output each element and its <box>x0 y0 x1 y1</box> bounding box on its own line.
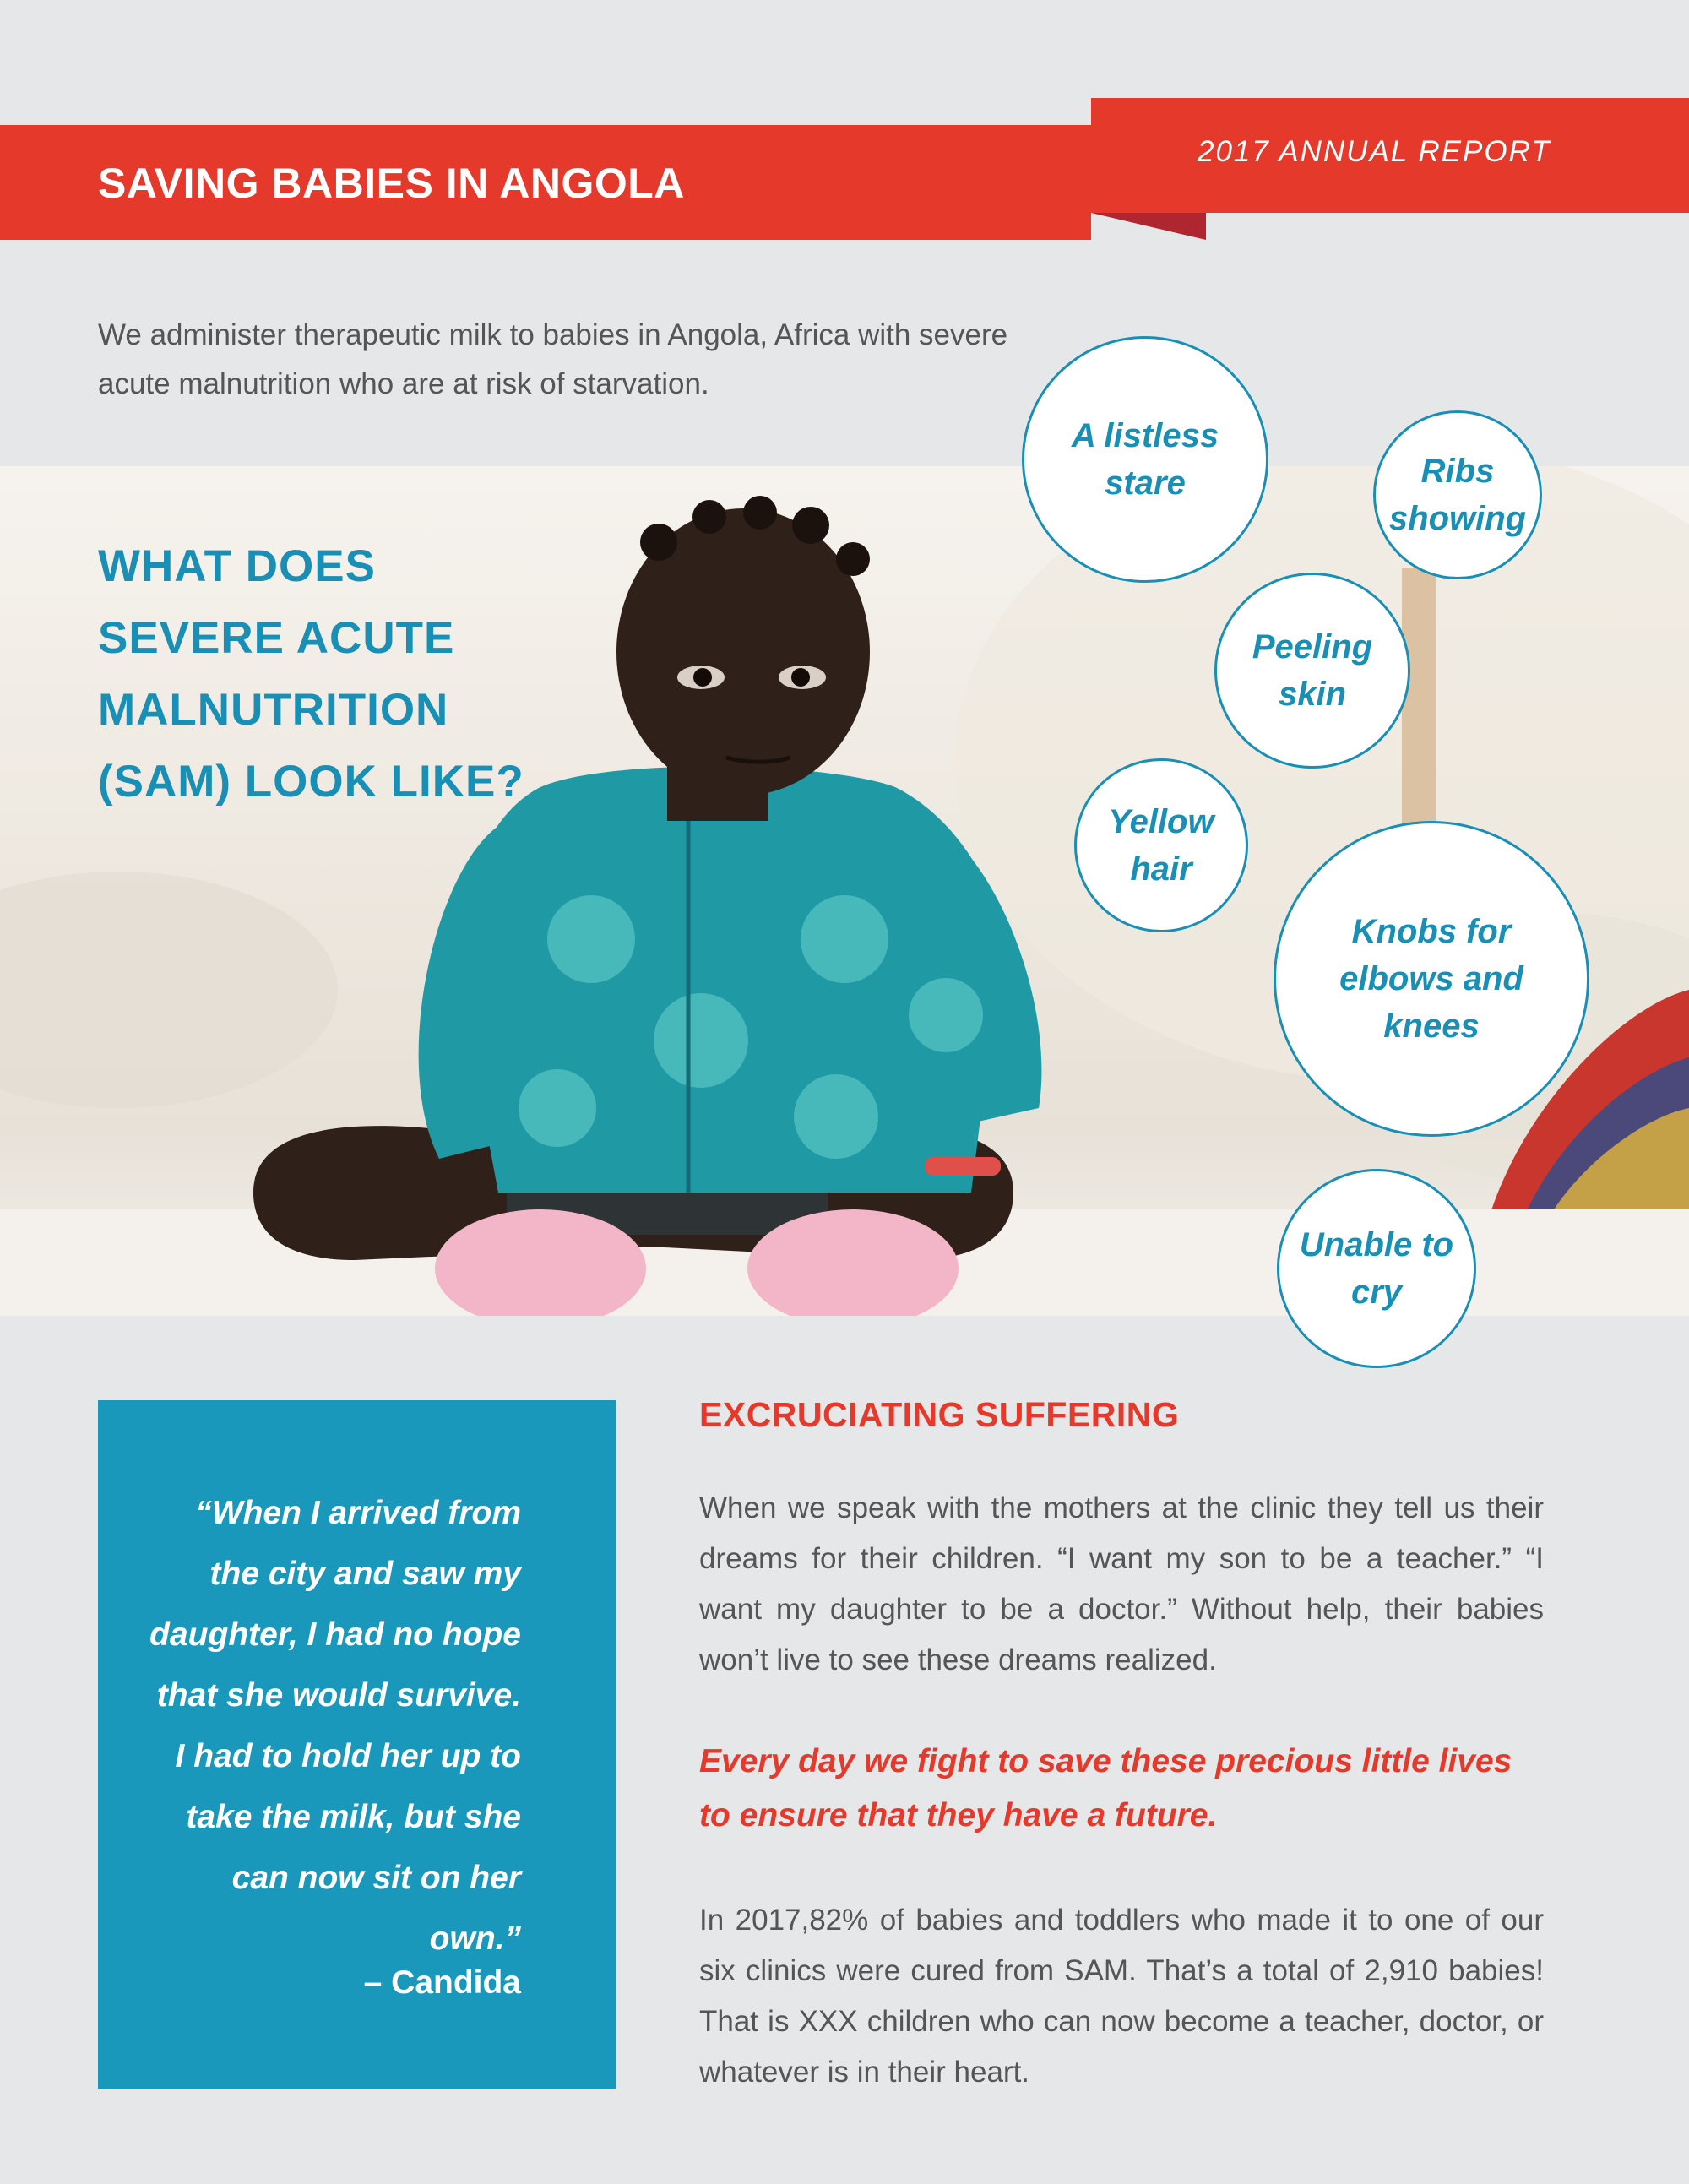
symptom-bubble-ribs-showing: Ribs showing <box>1373 410 1542 579</box>
section-heading: EXCRUCIATING SUFFERING <box>699 1395 1180 1434</box>
page-title: SAVING BABIES IN ANGOLA <box>98 160 685 207</box>
quote-attribution: – Candida <box>363 1964 521 2001</box>
symptom-bubble-unable-to-cry: Unable to cry <box>1277 1169 1476 1368</box>
header-ribbon-fold <box>1091 213 1206 240</box>
highlight-statement: Every day we fight to save these precious little lives to ensure that they have a future. <box>699 1743 1512 1834</box>
body-paragraph-1: When we speak with the mothers at the clinic they tell us their dreams for their children. “I want my son to be a teacher.” “I want my daughter to be a doctor.” Without help, their babies won’t live to see these dreams realized. <box>699 1491 1544 1676</box>
report-label: 2017 ANNUAL REPORT <box>1198 135 1551 168</box>
symptom-bubble-peeling-skin: Peeling skin <box>1214 573 1410 769</box>
intro-text: We administer therapeutic milk to babies in Angola, Africa with severe acute malnutrition who are at risk of starvation. <box>98 318 1008 400</box>
symptom-bubble-listless-stare: A listless stare <box>1022 336 1268 583</box>
sam-question-heading: WHAT DOES SEVERE ACUTE MALNUTRITION (SAM) LOOK LIKE? <box>98 541 524 807</box>
quote-box <box>98 1400 616 2089</box>
mother-quote: “When I arrived from the city and saw my daughter, I had no hope that she would survive. I had to hold her up to take the milk, but she can now sit on her own.” <box>149 1495 521 1957</box>
body-paragraph-2: In 2017,82% of babies and toddlers who made it to one of our six clinics were cured from SAM. That’s a total of 2,910 babies! That is XXX children who can now become a teacher, doctor, or whatever is in their heart. <box>699 1904 1544 2089</box>
symptom-bubble-knobs-elbows-knees: Knobs for elbows and knees <box>1274 821 1589 1137</box>
symptom-bubble-yellow-hair: Yellow hair <box>1074 758 1248 932</box>
